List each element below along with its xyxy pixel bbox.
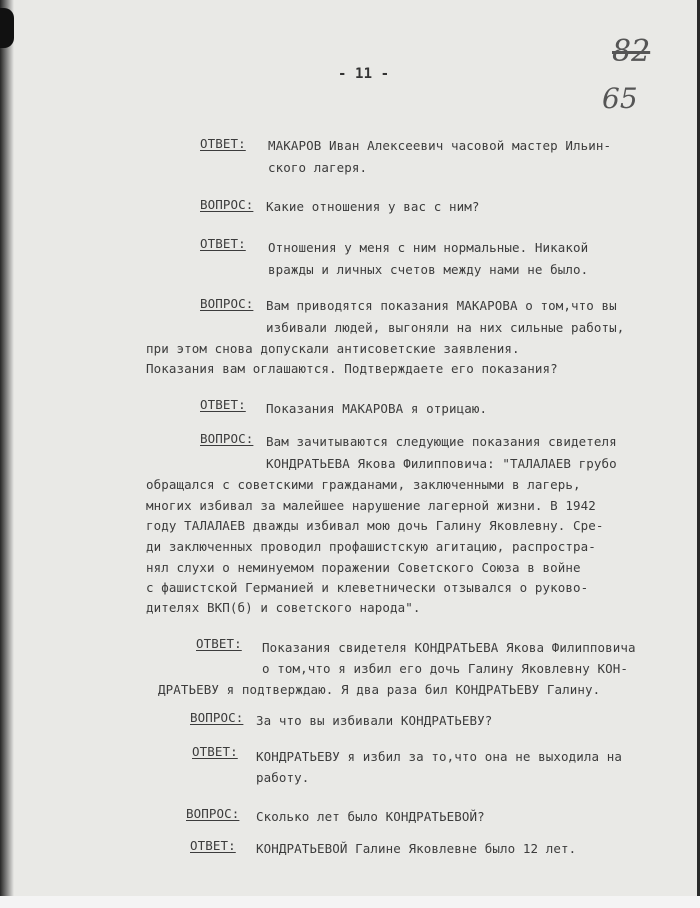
entry-line: году ТАЛАЛАЕВ дважды избивал мою дочь Галину Яковлевну. Сре- xyxy=(146,518,604,533)
answer-label: ОТВЕТ: xyxy=(200,136,246,151)
handwritten-page-number: 65 xyxy=(602,82,638,115)
page-number: - 11 - xyxy=(338,66,390,82)
entry-line: с фашистской Германией и клеветнически отзывался о руково- xyxy=(146,580,589,595)
entry-line: при этом снова допускали антисоветские заявления. xyxy=(146,341,520,356)
entry-line: Вам зачитываются следующие показания свидетеля xyxy=(266,434,617,449)
entry-line: Отношения у меня с ним нормальные. Никакой xyxy=(268,240,589,255)
entry-line: Показания вам оглашаются. Подтверждаете его показания? xyxy=(146,361,558,376)
handwritten-folio-number: 82 xyxy=(612,34,651,69)
answer-label: ОТВЕТ: xyxy=(190,838,236,853)
answer-label: ОТВЕТ: xyxy=(196,636,242,651)
scan-bottom-strip xyxy=(0,896,700,908)
entry-line: ДРАТЬЕВУ я подтверждаю. Я два раза бил КОНДРАТЬЕВУ Галину. xyxy=(158,682,601,697)
question-label: ВОПРОС: xyxy=(200,431,254,446)
entry-line: о том,что я избил его дочь Галину Яковлевну КОН- xyxy=(262,661,629,676)
answer-label: ОТВЕТ: xyxy=(200,397,246,412)
entry-line: Сколько лет было КОНДРАТЬЕВОЙ? xyxy=(256,809,485,824)
entry-line: избивали людей, выгоняли на них сильные работы, xyxy=(266,320,625,335)
question-label: ВОПРОС: xyxy=(200,197,254,212)
question-label: ВОПРОС: xyxy=(186,806,240,821)
entry-line: За что вы избивали КОНДРАТЬЕВУ? xyxy=(256,713,493,728)
entry-line: МАКАРОВ Иван Алексеевич часовой мастер Ильин- xyxy=(268,138,612,153)
entry-line: ди заключенных проводил профашистскую агитацию, распростра- xyxy=(146,539,596,554)
entry-line: Показания свидетеля КОНДРАТЬЕВА Якова Филипповича xyxy=(262,640,636,655)
entry-line: вражды и личных счетов между нами не было. xyxy=(268,262,589,277)
question-label: ВОПРОС: xyxy=(190,710,244,725)
scan-corner-blot xyxy=(0,8,14,48)
entry-line: дителях ВКП(б) и советского народа". xyxy=(146,600,421,615)
entry-line: многих избивал за малейшее нарушение лагерной жизни. В 1942 xyxy=(146,498,596,513)
entry-line: КОНДРАТЬЕВОЙ Галине Яковлевне было 12 лет. xyxy=(256,841,577,856)
entry-line: Какие отношения у вас с ним? xyxy=(266,199,480,214)
entry-line: КОНДРАТЬЕВУ я избил за то,что она не выходила на xyxy=(256,749,623,764)
entry-line: КОНДРАТЬЕВА Якова Филипповича: "ТАЛАЛАЕВ грубо xyxy=(266,456,617,471)
entry-line: нял слухи о неминуемом поражении Советского Союза в войне xyxy=(146,560,581,575)
answer-label: ОТВЕТ: xyxy=(200,236,246,251)
entry-line: Показания МАКАРОВА я отрицаю. xyxy=(266,401,488,416)
entry-line: Вам приводятся показания МАКАРОВА о том,что вы xyxy=(266,298,617,313)
scan-shadow-left xyxy=(0,0,14,908)
answer-label: ОТВЕТ: xyxy=(192,744,238,759)
entry-line: ского лагеря. xyxy=(268,160,368,175)
question-label: ВОПРОС: xyxy=(200,296,254,311)
entry-line: обращался с советскими гражданами, заключенными в лагерь, xyxy=(146,477,581,492)
entry-line: работу. xyxy=(256,770,310,785)
